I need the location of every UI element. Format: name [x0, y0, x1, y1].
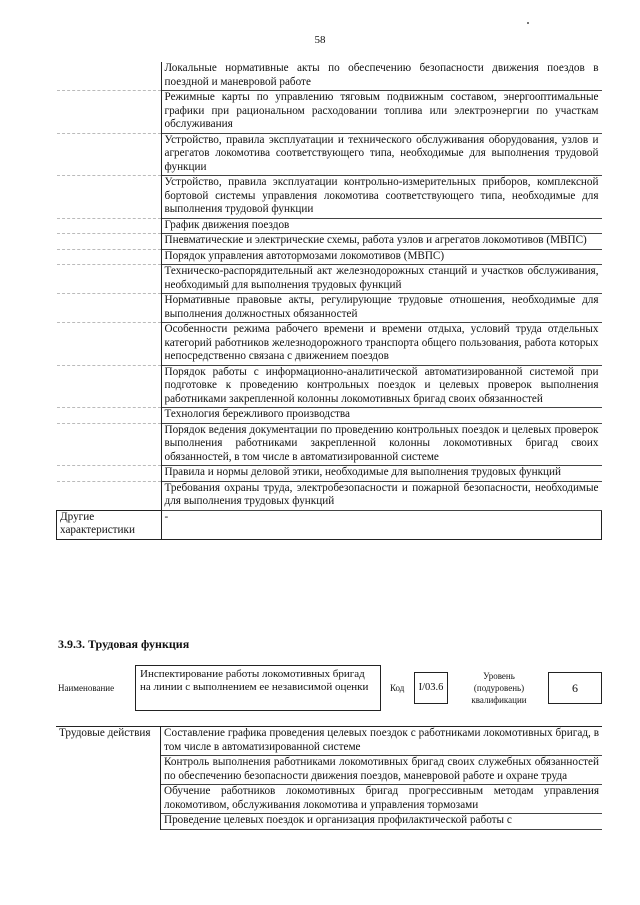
table-row — [57, 265, 602, 294]
table-cell: Порядок работы с информационно-аналитической автоматизированной системой при подготовке к проведению контрольных поездок и целевых проверок выполнения работниками закрепленной колонны локомотивных бригад своих обязанностей — [161, 365, 602, 408]
page-number: 58 — [314, 34, 326, 46]
table-cell: Составление графика проведения целевых поездок с работниками локомотивных бригад, в том числе в автоматизированной системе — [161, 727, 603, 756]
table-row — [57, 481, 602, 510]
table-row — [57, 91, 602, 134]
other-characteristics-label: Другие характеристики — [57, 510, 162, 539]
actions-table — [56, 726, 602, 830]
table-cell: Порядок управления автотормозами локомотивов (МВПС) — [161, 249, 602, 265]
table-cell: Правила и нормы деловой этики, необходимые для выполнения трудовых функций — [161, 466, 602, 482]
code-value: I/03.6 — [414, 672, 448, 704]
table-cell: Устройство, правила эксплуатации и технического обслуживания оборудования, узлов и агрегатов локомотива соответствующего типа, необходимые для выполнения трудовой функции — [161, 133, 602, 176]
table-row — [57, 218, 602, 234]
table-row — [57, 249, 602, 265]
code-label: Код — [390, 683, 405, 693]
table-cell: Устройство, правила эксплуатации контрольно-измерительных приборов, комплексной бортовой системы управления локомотива соответствующего типа, необходимые для выполнения трудовой функции — [161, 176, 602, 219]
table-cell: График движения поездов — [161, 218, 602, 234]
table-cell: Пневматические и электрические схемы, работа узлов и агрегатов локомотивов (МВПС) — [161, 234, 602, 250]
table-row — [57, 133, 602, 176]
table-row — [57, 423, 602, 466]
function-header — [58, 665, 603, 711]
table-cell: Режимные карты по управлению тяговым подвижным составом, энергооптимальные графики при рациональном расходовании топлива или электроэнергии по участкам обслуживания — [161, 91, 602, 134]
other-characteristics-row — [57, 510, 602, 539]
table-cell: Особенности режима рабочего времени и времени отдыха, условий труда отдельных категорий работников железнодорожного транспорта общего пользования, работа которых непосредственно связана с движением поездов — [161, 323, 602, 366]
table-row — [56, 727, 602, 756]
section-title: 3.9.3. Трудовая функция — [58, 637, 190, 651]
table-cell: Технология бережливого производства — [161, 408, 602, 424]
table-cell: Порядок ведения документации по проведению контрольных поездок и целевых проверок выполнения работниками закрепленной колонны локомотивных бригад своих обязанностей, в том числе в автоматизированной системе — [161, 423, 602, 466]
table-row — [57, 176, 602, 219]
table-row — [57, 466, 602, 482]
knowledge-table — [56, 62, 602, 540]
table-cell: Контроль выполнения работниками локомотивных бригад своих служебных обязанностей по обеспечению безопасности движения поездов, маневровой работе и охране труда — [161, 756, 603, 785]
table-cell: Нормативные правовые акты, регулирующие трудовые отношения, необходимые для выполнения должностных обязанностей — [161, 294, 602, 323]
other-characteristics-value: - — [161, 510, 602, 539]
scan-speck — [527, 22, 529, 24]
table-row — [57, 294, 602, 323]
table-row — [57, 62, 602, 91]
actions-label: Трудовые действия — [56, 727, 161, 830]
name-label: Наименование — [58, 683, 115, 693]
table-row — [57, 234, 602, 250]
table-cell: Обучение работников локомотивных бригад прогрессивным методам управления локомотивом, обслуживания локомотива и управления тормозами — [161, 785, 603, 814]
table-row — [57, 408, 602, 424]
name-value: Инспектирование работы локомотивных бригад на линии с выполнением ее независимой оценки — [135, 665, 381, 711]
level-value: 6 — [548, 672, 602, 704]
table-row — [57, 323, 602, 366]
table-cell: Требования охраны труда, электробезопасности и пожарной безопасности, необходимые для выполнения трудовых функций — [161, 481, 602, 510]
level-label: Уровень (подуровень) квалификации — [471, 671, 527, 705]
table-row — [57, 365, 602, 408]
table-cell: Техническо-распорядительный акт железнодорожных станций и участков обслуживания, необходимый для выполнения трудовых функций — [161, 265, 602, 294]
table-cell: Локальные нормативные акты по обеспечению безопасности движения поездов в поездной и маневровой работе — [161, 62, 602, 91]
table-cell: Проведение целевых поездок и организация профилактической работы с — [161, 814, 603, 830]
